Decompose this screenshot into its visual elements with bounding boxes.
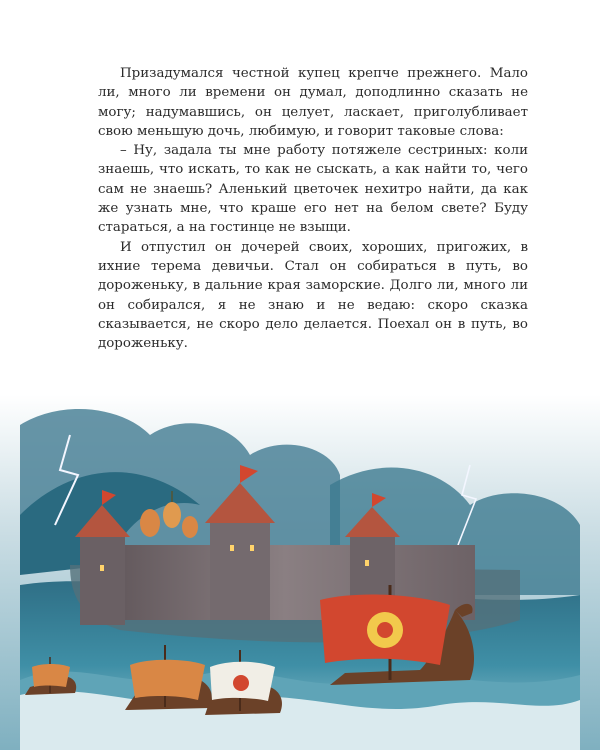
paragraph-2-dialogue: – Ну, задала ты мне работу потяжеле сестриных: коли знаешь, что искать, то как не сыскать, а как найти то, чего сам не знаешь? Аленький цветочек нехитро найти, да как же узнать мне, что краше его нет на белом свете? Буду стараться, а на гостинце не взыщи. (98, 143, 528, 236)
paragraph-3: И отпустил он дочерей своих, хороших, пригожих, в ихние терема девичьи. Стал он собираться в путь, во дороженьку, в дальние края заморские. Долго ли, много ли он собирался, я не знаю и не ведаю: скоро сказка сказывается, не скоро дело делается. Поехал он в путь, во дороженьку. (98, 239, 528, 352)
paragraph-1: Призадумался честной купец крепче прежнего. Мало ли, много ли времени он думал, доподлинно сказать не могу; надумавшись, он целует, ласкает, приголубливает свою меньшую дочь, любимую, и говорит таковые слова: (98, 66, 528, 139)
storm-ships-illustration (0, 395, 600, 750)
story-text (98, 64, 528, 353)
illustration-svg (0, 395, 600, 750)
